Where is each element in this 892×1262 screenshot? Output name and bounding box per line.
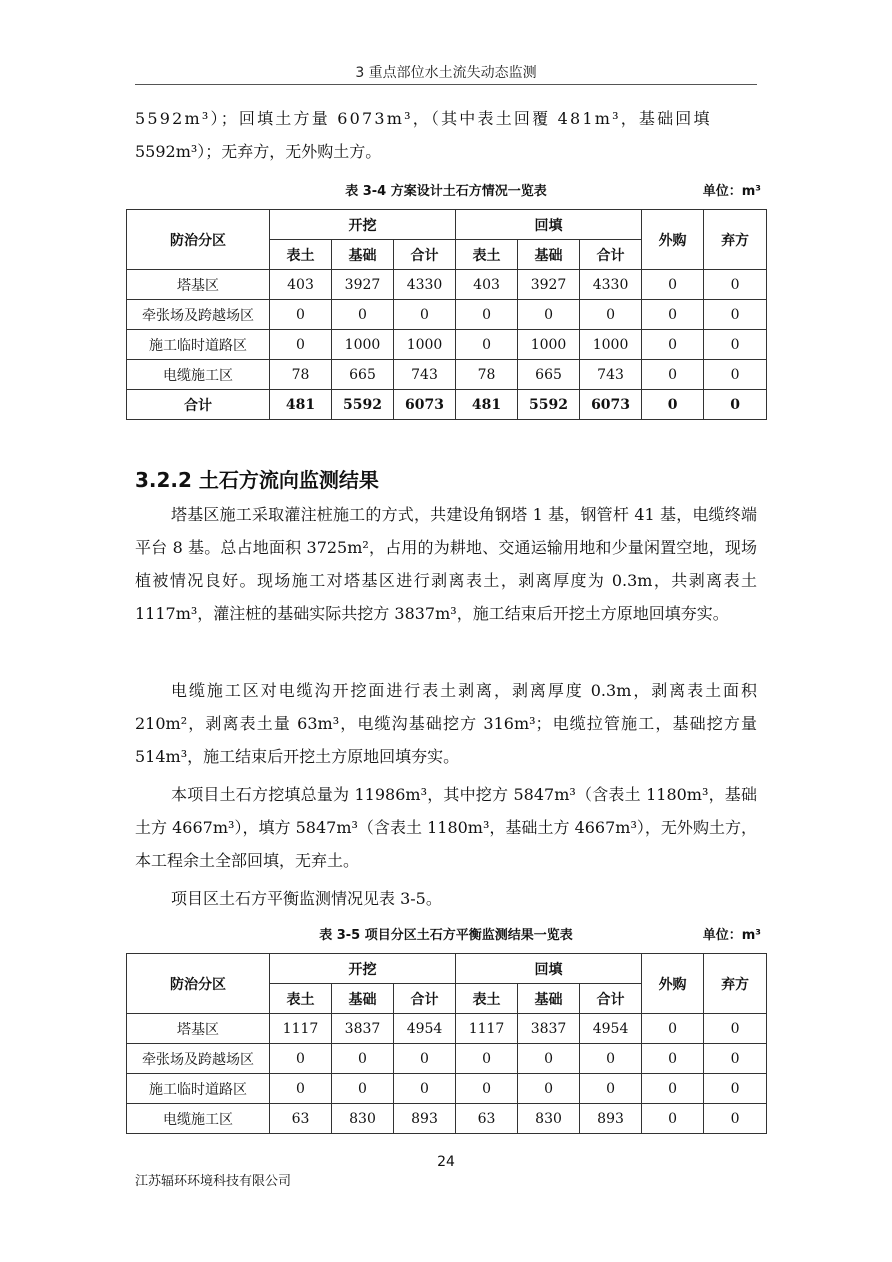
cell: 0 <box>456 300 518 330</box>
cell: 1117 <box>456 1014 518 1044</box>
cell: 63 <box>270 1104 332 1134</box>
cell: 0 <box>270 1044 332 1074</box>
cell: 5592 <box>332 390 394 420</box>
table-3-5 <box>126 953 767 1134</box>
intro-paragraph <box>135 102 757 168</box>
cell: 0 <box>642 1044 704 1074</box>
row-zone: 牵张场及跨越场区 <box>127 300 270 330</box>
cell: 1000 <box>518 330 580 360</box>
header-exc-subtotal: 合计 <box>394 984 456 1014</box>
table2-caption-row <box>135 924 761 944</box>
cell: 0 <box>518 1044 580 1074</box>
header-exc-topsoil: 表土 <box>270 240 332 270</box>
cell: 0 <box>270 300 332 330</box>
cell: 0 <box>704 300 767 330</box>
cell: 893 <box>394 1104 456 1134</box>
cell: 830 <box>518 1104 580 1134</box>
page-number: 24 <box>437 1154 455 1170</box>
intro-line-2: 5592m³）；无弃方，无外购土方。 <box>135 142 382 161</box>
cell: 830 <box>332 1104 394 1134</box>
table2-unit: 单位：m³ <box>702 928 761 943</box>
table-row <box>127 1074 767 1104</box>
row-zone: 施工临时道路区 <box>127 1074 270 1104</box>
header-fill-foundation: 基础 <box>518 240 580 270</box>
cell: 0 <box>642 300 704 330</box>
header-waste: 弃方 <box>704 210 767 270</box>
header-purchase: 外购 <box>642 210 704 270</box>
table-3-4 <box>126 209 767 420</box>
cell: 0 <box>642 1104 704 1134</box>
table-row <box>127 270 767 300</box>
header-divider <box>135 84 757 85</box>
cell: 63 <box>456 1104 518 1134</box>
cell: 0 <box>704 390 767 420</box>
cell: 0 <box>456 1074 518 1104</box>
cell: 743 <box>394 360 456 390</box>
section-heading: 3.2.2 土石方流向监测结果 <box>135 468 379 492</box>
header-fill-topsoil: 表土 <box>456 984 518 1014</box>
cell: 0 <box>704 330 767 360</box>
cell: 0 <box>704 1074 767 1104</box>
table-row <box>127 1014 767 1044</box>
table-total-row <box>127 390 767 420</box>
cell: 665 <box>332 360 394 390</box>
cell: 3927 <box>518 270 580 300</box>
cell: 0 <box>332 300 394 330</box>
row-zone: 牵张场及跨越场区 <box>127 1044 270 1074</box>
cell: 0 <box>394 1044 456 1074</box>
cell: 665 <box>518 360 580 390</box>
running-header: 3 重点部位水土流失动态监测 <box>355 65 537 81</box>
table-row <box>127 1044 767 1074</box>
cell: 0 <box>518 300 580 330</box>
row-zone: 电缆施工区 <box>127 360 270 390</box>
table-row <box>127 330 767 360</box>
cell: 0 <box>642 1014 704 1044</box>
cell: 403 <box>456 270 518 300</box>
cell: 0 <box>704 1104 767 1134</box>
cell: 403 <box>270 270 332 300</box>
cell: 1000 <box>580 330 642 360</box>
cell: 78 <box>456 360 518 390</box>
header-fill-subtotal: 合计 <box>580 240 642 270</box>
row-zone: 塔基区 <box>127 270 270 300</box>
cell: 6073 <box>394 390 456 420</box>
header-excavation: 开挖 <box>270 210 456 240</box>
cell: 1000 <box>332 330 394 360</box>
cell: 0 <box>580 300 642 330</box>
intro-line-1: 5592m³）；回填土方量 6073m³，（其中表土回覆 481m³，基础回填 <box>135 109 712 128</box>
paragraph-earthwork-total: 本项目土石方挖填总量为 11986m³，其中挖方 5847m³（含表土 1180m³，基础土方 4667m³），填方 5847m³（含表土 1180m³，基础土方 4667m³），无外购土方，本工程余土全部回填，无弃土。 <box>135 785 757 870</box>
header-zone: 防治分区 <box>127 954 270 1014</box>
cell: 4330 <box>580 270 642 300</box>
table2-caption: 表 3-5 项目分区土石方平衡监测结果一览表 <box>319 928 573 943</box>
header-purchase: 外购 <box>642 954 704 1014</box>
cell: 0 <box>456 1044 518 1074</box>
cell: 893 <box>580 1104 642 1134</box>
row-zone: 合计 <box>127 390 270 420</box>
row-zone: 电缆施工区 <box>127 1104 270 1134</box>
cell: 481 <box>456 390 518 420</box>
cell: 0 <box>332 1074 394 1104</box>
cell: 3837 <box>518 1014 580 1044</box>
header-backfill: 回填 <box>456 210 642 240</box>
table1-caption: 表 3-4 方案设计土石方情况一览表 <box>345 184 547 199</box>
cell: 0 <box>642 1074 704 1104</box>
cell: 4954 <box>394 1014 456 1044</box>
header-exc-topsoil: 表土 <box>270 984 332 1014</box>
cell: 0 <box>394 300 456 330</box>
header-fill-foundation: 基础 <box>518 984 580 1014</box>
header-zone: 防治分区 <box>127 210 270 270</box>
cell: 0 <box>456 330 518 360</box>
cell: 0 <box>580 1044 642 1074</box>
cell: 0 <box>518 1074 580 1104</box>
cell: 1000 <box>394 330 456 360</box>
cell: 3927 <box>332 270 394 300</box>
cell: 78 <box>270 360 332 390</box>
table-row <box>127 1104 767 1134</box>
header-exc-subtotal: 合计 <box>394 240 456 270</box>
cell: 1117 <box>270 1014 332 1044</box>
header-excavation: 开挖 <box>270 954 456 984</box>
header-fill-topsoil: 表土 <box>456 240 518 270</box>
paragraph-cable-area: 电缆施工区对电缆沟开挖面进行表土剥离，剥离厚度 0.3m，剥离表土面积 210m²，剥离表土量 63m³，电缆沟基础挖方 316m³；电缆拉管施工，基础挖方量 514m³，施工结束后开挖土方原地回填夯实。 <box>135 681 757 766</box>
cell: 5592 <box>518 390 580 420</box>
cell: 0 <box>332 1044 394 1074</box>
cell: 481 <box>270 390 332 420</box>
table-row <box>127 300 767 330</box>
cell: 0 <box>270 330 332 360</box>
row-zone: 施工临时道路区 <box>127 330 270 360</box>
table-row <box>127 360 767 390</box>
cell: 4330 <box>394 270 456 300</box>
cell: 0 <box>580 1074 642 1104</box>
cell: 3837 <box>332 1014 394 1044</box>
cell: 0 <box>642 390 704 420</box>
header-waste: 弃方 <box>704 954 767 1014</box>
row-zone: 塔基区 <box>127 1014 270 1044</box>
cell: 0 <box>704 1044 767 1074</box>
header-fill-subtotal: 合计 <box>580 984 642 1014</box>
header-backfill: 回填 <box>456 954 642 984</box>
paragraph-tower-area: 塔基区施工采取灌注桩施工的方式，共建设角钢塔 1 基，钢管杆 41 基，电缆终端平台 8 基。总占地面积 3725m²，占用的为耕地、交通运输用地和少量闲置空地，现场植被情况良好。现场施工对塔基区进行剥离表土，剥离厚度为 0.3m，共剥离表土 1117m³，灌注桩的基础实际共挖方 3837m³，施工结束后开挖土方原地回填夯实。 <box>135 505 757 623</box>
cell: 0 <box>394 1074 456 1104</box>
footer-company: 江苏辐环环境科技有限公司 <box>135 1174 292 1189</box>
cell: 743 <box>580 360 642 390</box>
cell: 0 <box>704 1014 767 1044</box>
table1-unit: 单位：m³ <box>702 184 761 199</box>
header-exc-foundation: 基础 <box>332 240 394 270</box>
cell: 0 <box>704 360 767 390</box>
cell: 4954 <box>580 1014 642 1044</box>
cell: 0 <box>642 360 704 390</box>
paragraph-table-ref: 项目区土石方平衡监测情况见表 3-5。 <box>171 889 442 908</box>
cell: 0 <box>642 270 704 300</box>
cell: 0 <box>270 1074 332 1104</box>
cell: 0 <box>642 330 704 360</box>
cell: 0 <box>704 270 767 300</box>
header-exc-foundation: 基础 <box>332 984 394 1014</box>
cell: 6073 <box>580 390 642 420</box>
table1-caption-row <box>135 180 761 200</box>
